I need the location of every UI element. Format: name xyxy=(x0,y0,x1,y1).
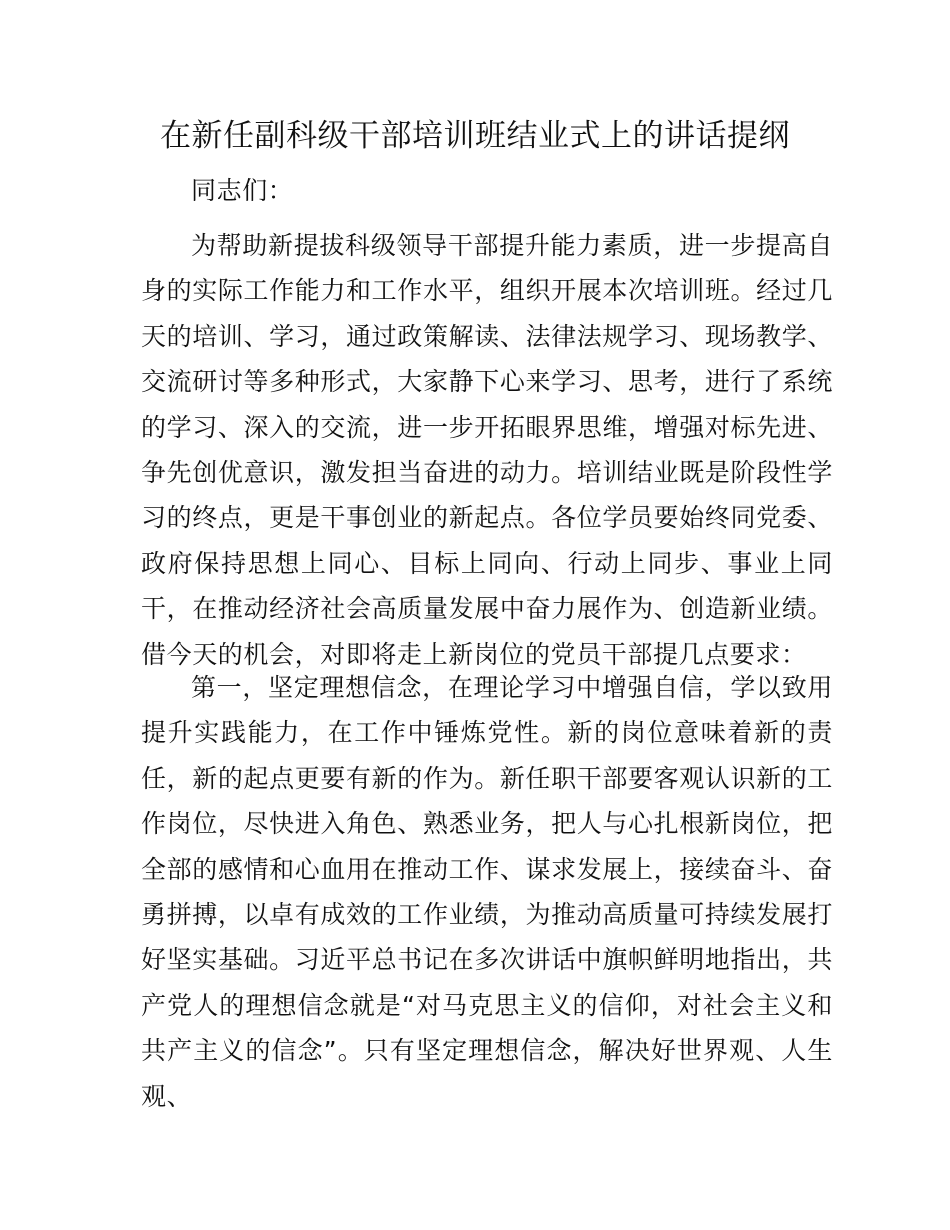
paragraph-1: 为帮助新提拔科级领导干部提升能力素质，进一步提高自身的实际工作能力和工作水平，组织开展本次培训班。经过几天的培训、学习，通过政策解读、法律法规学习、现场教学、交流研讨等多种形式，大家静下心来学习、思考，进行了系统的学习、深入的交流，进一步开拓眼界思维，增强对标先进、争先创优意识，激发担当奋进的动力。培训结业既是阶段性学习的终点，更是干事创业的新起点。各位学员要始终同党委、政府保持思想上同心、目标上同向、行动上同步、事业上同干，在推动经济社会高质量发展中奋力展作为、创造新业绩。借今天的机会，对即将走上新岗位的党员干部提几点要求： xyxy=(141,231,833,669)
paragraph-2-block xyxy=(141,665,833,1119)
paragraph-1-block xyxy=(141,223,833,677)
paragraph-2: 第一，坚定理想信念，在理论学习中增强自信，学以致用提升实践能力，在工作中锤炼党性。新的岗位意味着新的责任，新的起点更要有新的作为。新任职干部要客观认识新的工作岗位，尽快进入角色、熟悉业务，把人与心扎根新岗位，把全部的感情和心血用在推动工作、谋求发展上，接续奋斗、奋勇拼搏，以卓有成效的工作业绩，为推动高质量可持续发展打好坚实基础。习近平总书记在多次讲话中旗帜鲜明地指出，共产党人的理想信念就是“对马克思主义的信仰，对社会主义和共产主义的信念”。只有坚定理想信念，解决好世界观、人生观、 xyxy=(141,673,833,1111)
greeting: 同志们： xyxy=(191,176,294,205)
document-title: 在新任副科级干部培训班结业式上的讲话提纲 xyxy=(160,118,790,154)
